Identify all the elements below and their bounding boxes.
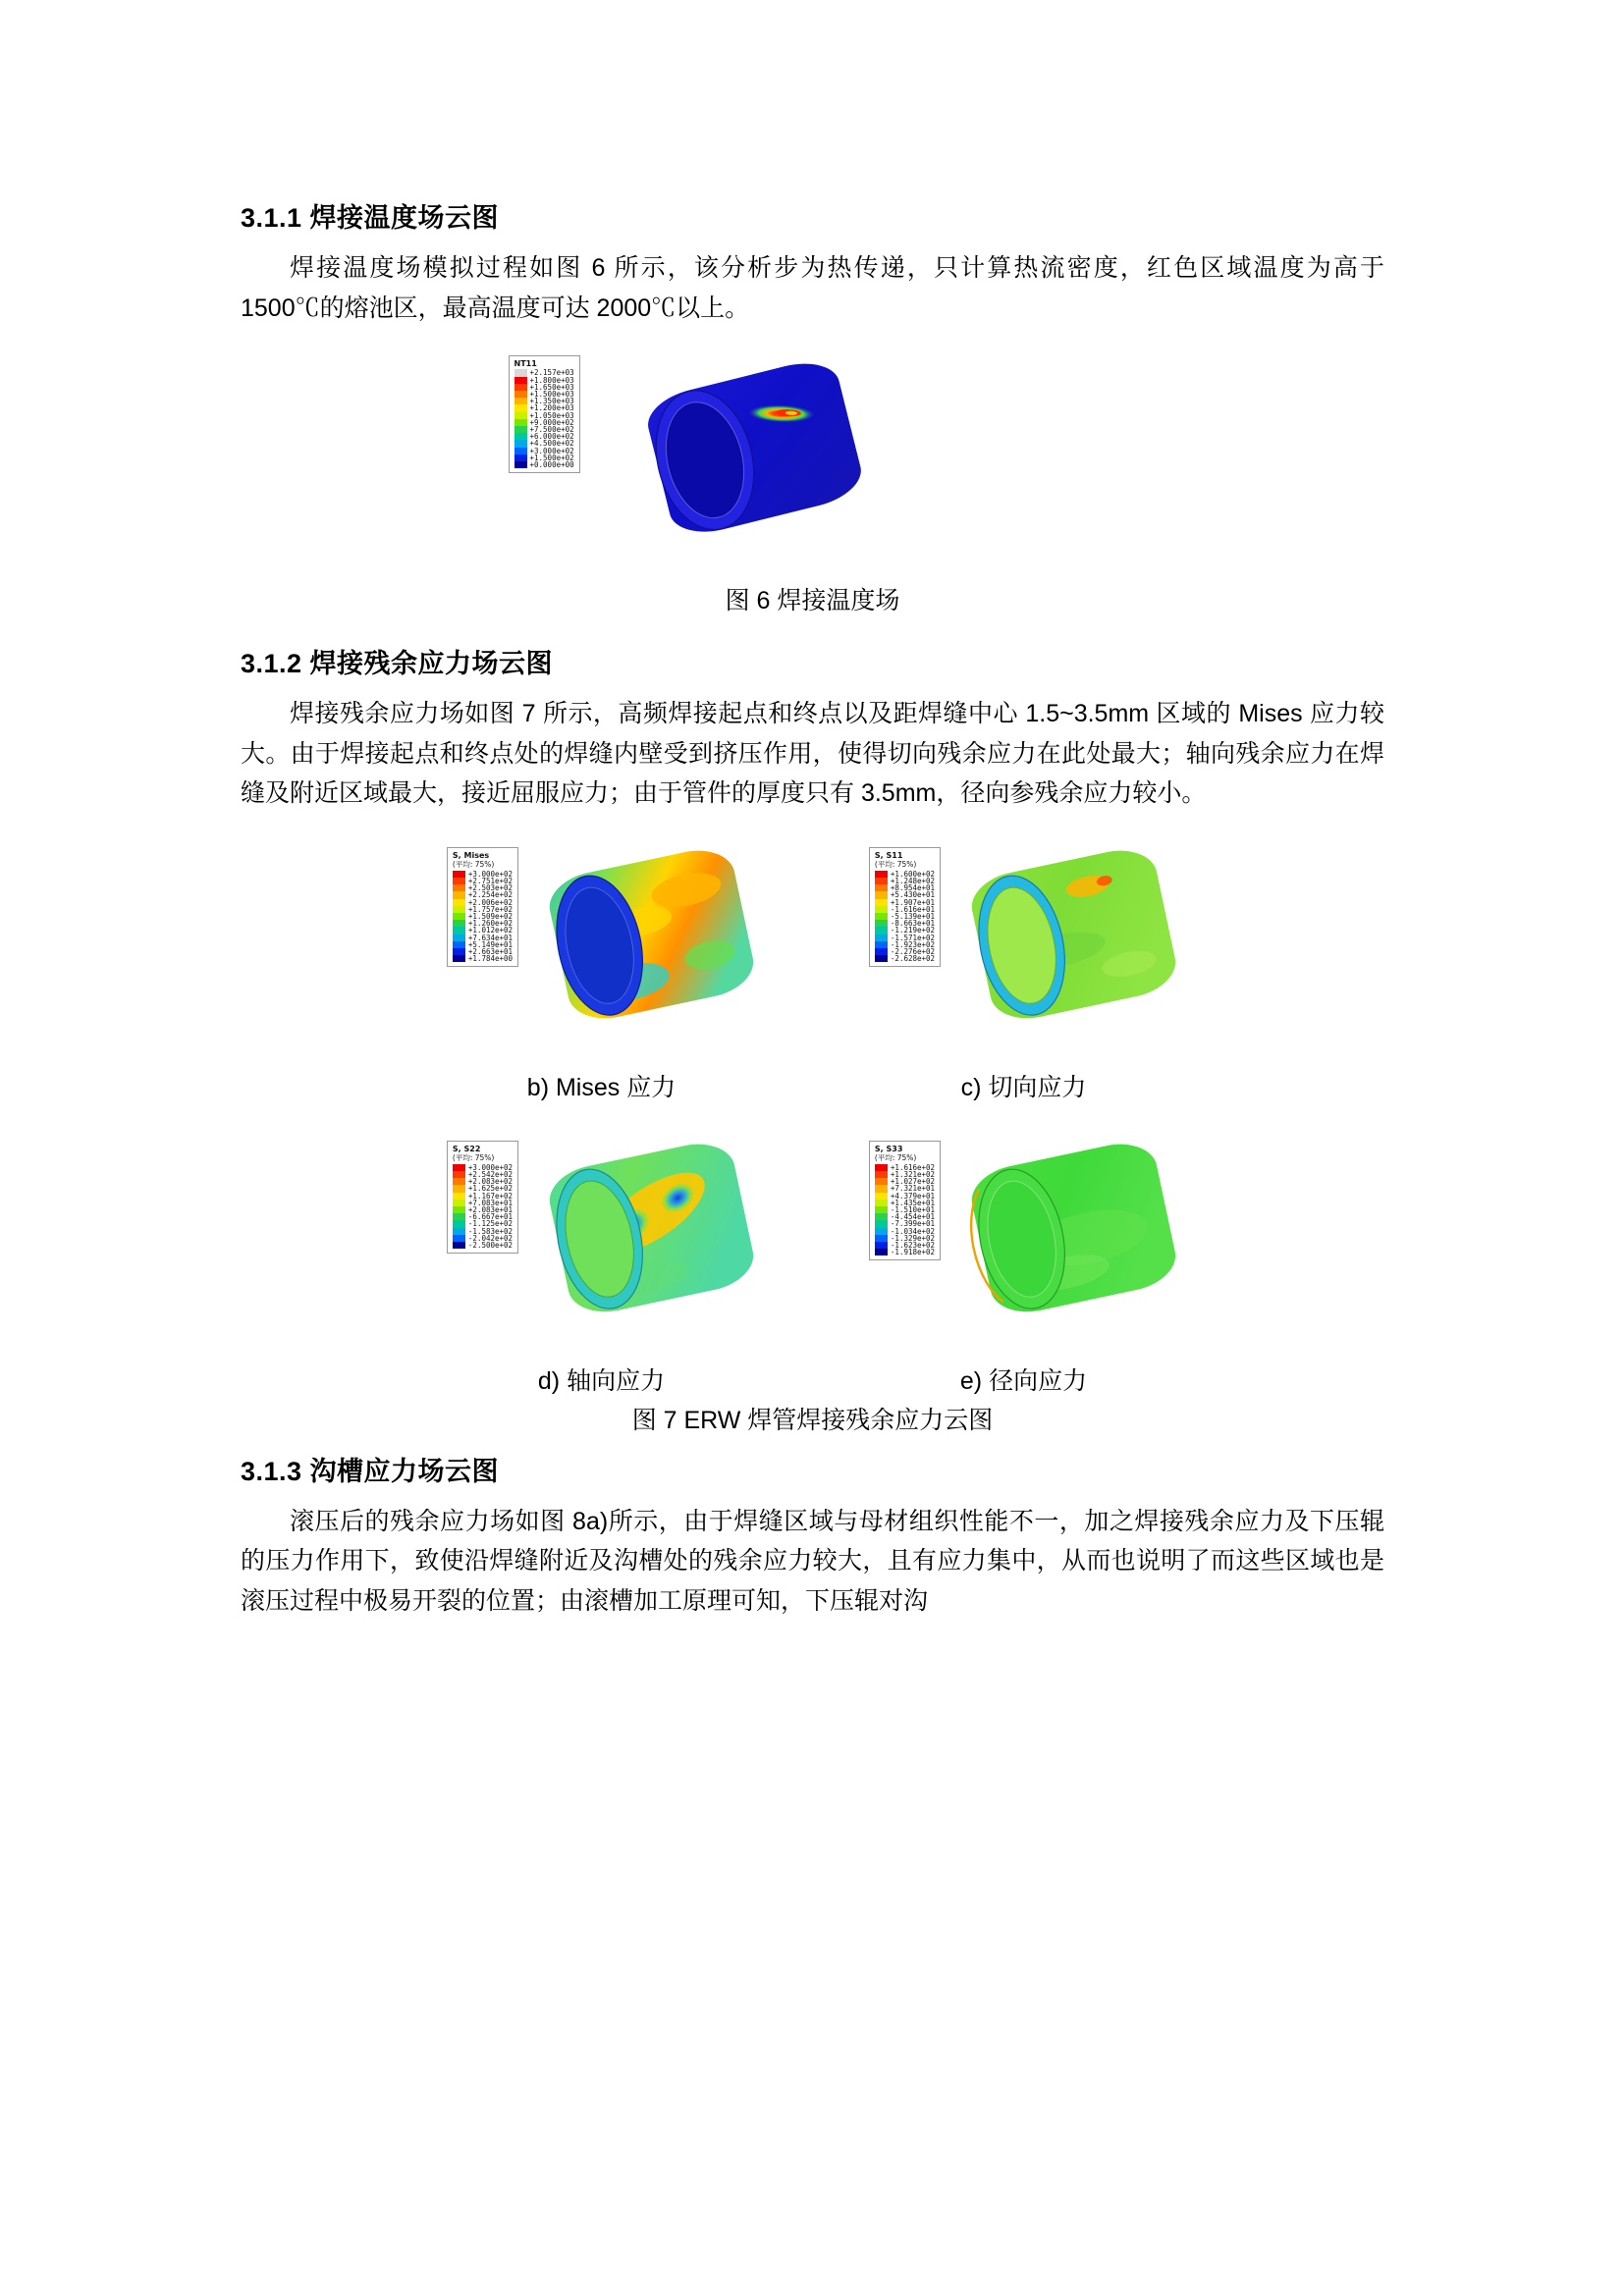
legend-label: -5.139e+01 xyxy=(890,912,936,922)
legend-s22 xyxy=(447,1141,518,1255)
figure-6-row xyxy=(241,346,1384,571)
legend-label: +2.083e+01 xyxy=(467,1205,514,1215)
legend-title: S, Mises xyxy=(452,850,490,860)
legend-label: +1.321e+02 xyxy=(890,1170,936,1180)
legend-label: +2.542e+02 xyxy=(467,1170,514,1180)
figure-7 xyxy=(241,831,1384,1436)
legend-label: -2.042e+02 xyxy=(467,1233,514,1243)
legend-label: +7.321e+01 xyxy=(890,1184,936,1194)
legend-label: -2.500e+02 xyxy=(467,1240,514,1250)
legend-label: +9.000e+02 xyxy=(529,417,574,427)
figure-6-caption: 图 6 焊接温度场 xyxy=(725,587,900,614)
page-content xyxy=(241,196,1384,1621)
legend-label: -1.034e+02 xyxy=(890,1226,936,1236)
tube-render-mises xyxy=(530,831,756,1062)
legend-subtitle: (平均: 75%) xyxy=(452,859,495,869)
legend-label: +1.600e+02 xyxy=(890,869,936,879)
legend-label: +2.751e+02 xyxy=(467,877,514,886)
legend-subtitle: (平均: 75%) xyxy=(452,1152,495,1162)
figure-7-panel-s33 xyxy=(813,1125,1235,1356)
legend-labels xyxy=(468,871,513,962)
legend-label: +1.260e+02 xyxy=(467,919,514,929)
legend-swatches xyxy=(453,1164,465,1249)
legend-mises xyxy=(447,847,518,968)
legend-label: +2.503e+02 xyxy=(467,883,514,893)
legend-label: +3.000e+02 xyxy=(529,446,574,455)
legend-label: +1.435e+01 xyxy=(890,1198,936,1207)
legend-label: -1.583e+02 xyxy=(467,1226,514,1236)
subcaption-e: e) 径向应力 xyxy=(959,1366,1088,1395)
figure-7-row-1 xyxy=(241,831,1384,1062)
figure-7-caption: 图 7 ERW 焊管焊接残余应力云图 xyxy=(631,1406,994,1434)
legend-body xyxy=(453,1164,513,1249)
legend-label: +2.663e+01 xyxy=(467,946,514,956)
legend-title: S, S11 xyxy=(874,850,903,860)
legend-label: +5.430e+01 xyxy=(890,890,936,900)
figure-7-panel-s22 xyxy=(391,1125,813,1356)
legend-labels xyxy=(530,369,574,468)
legend-label: -1.571e+02 xyxy=(890,933,936,942)
legend-label: +1.500e+03 xyxy=(529,390,574,400)
figure-7-subcaptions-1 xyxy=(241,1068,1384,1103)
legend-label: -1.923e+02 xyxy=(890,939,936,949)
legend-swatches xyxy=(453,871,465,962)
tube-render-s22 xyxy=(530,1125,756,1356)
subcaption-b: b) Mises 应力 xyxy=(526,1073,677,1101)
legend-label: +4.500e+02 xyxy=(529,439,574,449)
legend-label: -7.399e+01 xyxy=(890,1219,936,1229)
legend-label: -1.329e+02 xyxy=(890,1233,936,1243)
legend-label: +2.006e+02 xyxy=(467,897,514,907)
legend-label: +7.500e+02 xyxy=(529,424,574,434)
legend-label: -1.219e+02 xyxy=(890,926,936,935)
legend-body xyxy=(875,871,935,962)
legend-label: +1.012e+02 xyxy=(467,926,514,935)
legend-swatches xyxy=(875,871,888,962)
figure-7-row-2 xyxy=(241,1125,1384,1356)
heading-3-1-3: 3.1.3 沟槽应力场云图 xyxy=(241,1456,500,1486)
legend-label: -6.667e+01 xyxy=(467,1212,514,1222)
legend-label: +3.000e+02 xyxy=(467,1162,514,1172)
paragraph-3-1-2: 焊接残余应力场如图 7 所示，高频焊接起点和终点以及距焊缝中心 1.5~3.5mm 区域的 Mises 应力较大。由于焊接起点和终点处的焊缝内壁受到挤压作用，使得切向残余应力在此处最大；轴向残余应力在焊缝及附近区域最大，接近屈服应力；由于管件的厚度只有 3.5mm，径向参残余应力较小。 xyxy=(241,700,1384,807)
legend-label: -1.616e+01 xyxy=(890,904,936,914)
legend-label: +1.200e+03 xyxy=(529,403,574,413)
legend-label: +4.379e+01 xyxy=(890,1191,936,1201)
legend-swatches xyxy=(875,1164,888,1255)
legend-label: -4.454e+01 xyxy=(890,1212,936,1222)
legend-label: +1.757e+02 xyxy=(467,904,514,914)
legend-body xyxy=(514,369,574,468)
legend-label: +7.634e+01 xyxy=(467,933,514,942)
legend-labels xyxy=(891,1164,935,1255)
legend-label: +1.027e+02 xyxy=(890,1177,936,1187)
legend-label: -2.276e+02 xyxy=(890,946,936,956)
legend-label: +1.509e+02 xyxy=(467,912,514,922)
legend-s11 xyxy=(869,847,941,968)
legend-label: +1.050e+03 xyxy=(529,410,574,420)
legend-label: +1.907e+01 xyxy=(890,897,936,907)
legend-body xyxy=(875,1164,935,1255)
legend-label: +3.000e+02 xyxy=(467,869,514,879)
tube-render-temperature xyxy=(620,346,885,571)
legend-label: +1.784e+00 xyxy=(467,954,514,964)
heading-3-1-1: 3.1.1 焊接温度场云图 xyxy=(241,203,500,233)
legend-subtitle: (平均: 75%) xyxy=(874,859,917,869)
heading-3-1-2: 3.1.2 焊接残余应力场云图 xyxy=(241,649,554,678)
legend-labels xyxy=(891,871,935,962)
legend-label: -1.510e+01 xyxy=(890,1205,936,1215)
legend-label: +0.000e+00 xyxy=(529,459,574,469)
legend-label: +8.954e+01 xyxy=(890,883,936,893)
legend-label: -2.628e+02 xyxy=(890,954,936,964)
legend-labels xyxy=(468,1164,513,1249)
legend-label: +1.800e+03 xyxy=(529,375,574,385)
subcaption-c: c) 切向应力 xyxy=(960,1073,1087,1101)
legend-body xyxy=(453,871,513,962)
legend-label: +1.625e+02 xyxy=(467,1184,514,1194)
paragraph-3-1-1: 焊接温度场模拟过程如图 6 所示，该分析步为热传递，只计算热流密度，红色区域温度为高于 1500℃的熔池区，最高温度可达 2000℃以上。 xyxy=(241,254,1384,322)
figure-6-cell xyxy=(312,346,1314,571)
legend-label: +1.650e+03 xyxy=(529,382,574,392)
paragraph-3-1-3: 滚压后的残余应力场如图 8a)所示，由于焊缝区域与母材组织性能不一，加之焊接残余应力及下压辊的压力作用下，致使沿焊缝附近及沟槽处的残余应力较大，且有应力集中，从而也说明了而这些区域也是滚压过程中极易开裂的位置；由滚槽加工原理可知，下压辊对沟 xyxy=(241,1507,1384,1615)
subcaption-d: d) 轴向应力 xyxy=(537,1366,666,1395)
legend-label: +1.500e+02 xyxy=(529,453,574,462)
figure-7-panel-s11 xyxy=(813,831,1235,1062)
legend-label: +5.149e+01 xyxy=(467,939,514,949)
legend-label: +1.167e+02 xyxy=(467,1191,514,1201)
figure-6 xyxy=(241,346,1384,616)
legend-label: +1.350e+03 xyxy=(529,397,574,406)
legend-title: S, S22 xyxy=(452,1144,481,1153)
legend-label: -1.918e+02 xyxy=(890,1248,936,1257)
legend-label: +6.000e+02 xyxy=(529,432,574,442)
legend-label: +1.248e+02 xyxy=(890,877,936,886)
tube-render-s11 xyxy=(952,831,1178,1062)
legend-subtitle: (平均: 75%) xyxy=(874,1152,917,1162)
legend-label: +2.157e+03 xyxy=(529,368,574,378)
legend-label: +7.083e+01 xyxy=(467,1198,514,1207)
figure-7-subcaptions-2 xyxy=(241,1362,1384,1397)
tube-render-s33 xyxy=(952,1125,1178,1356)
legend-label: -1.125e+02 xyxy=(467,1219,514,1229)
legend-label: -8.663e+01 xyxy=(890,919,936,929)
legend-label: +2.254e+02 xyxy=(467,890,514,900)
legend-title: NT11 xyxy=(514,359,537,368)
legend-label: +2.083e+02 xyxy=(467,1177,514,1187)
legend-s33 xyxy=(869,1141,941,1261)
legend-swatches xyxy=(514,369,527,468)
legend-nt11 xyxy=(509,355,580,473)
figure-7-panel-mises xyxy=(391,831,813,1062)
legend-label: -1.623e+02 xyxy=(890,1240,936,1250)
legend-title: S, S33 xyxy=(874,1144,903,1153)
legend-label: +1.616e+02 xyxy=(890,1162,936,1172)
